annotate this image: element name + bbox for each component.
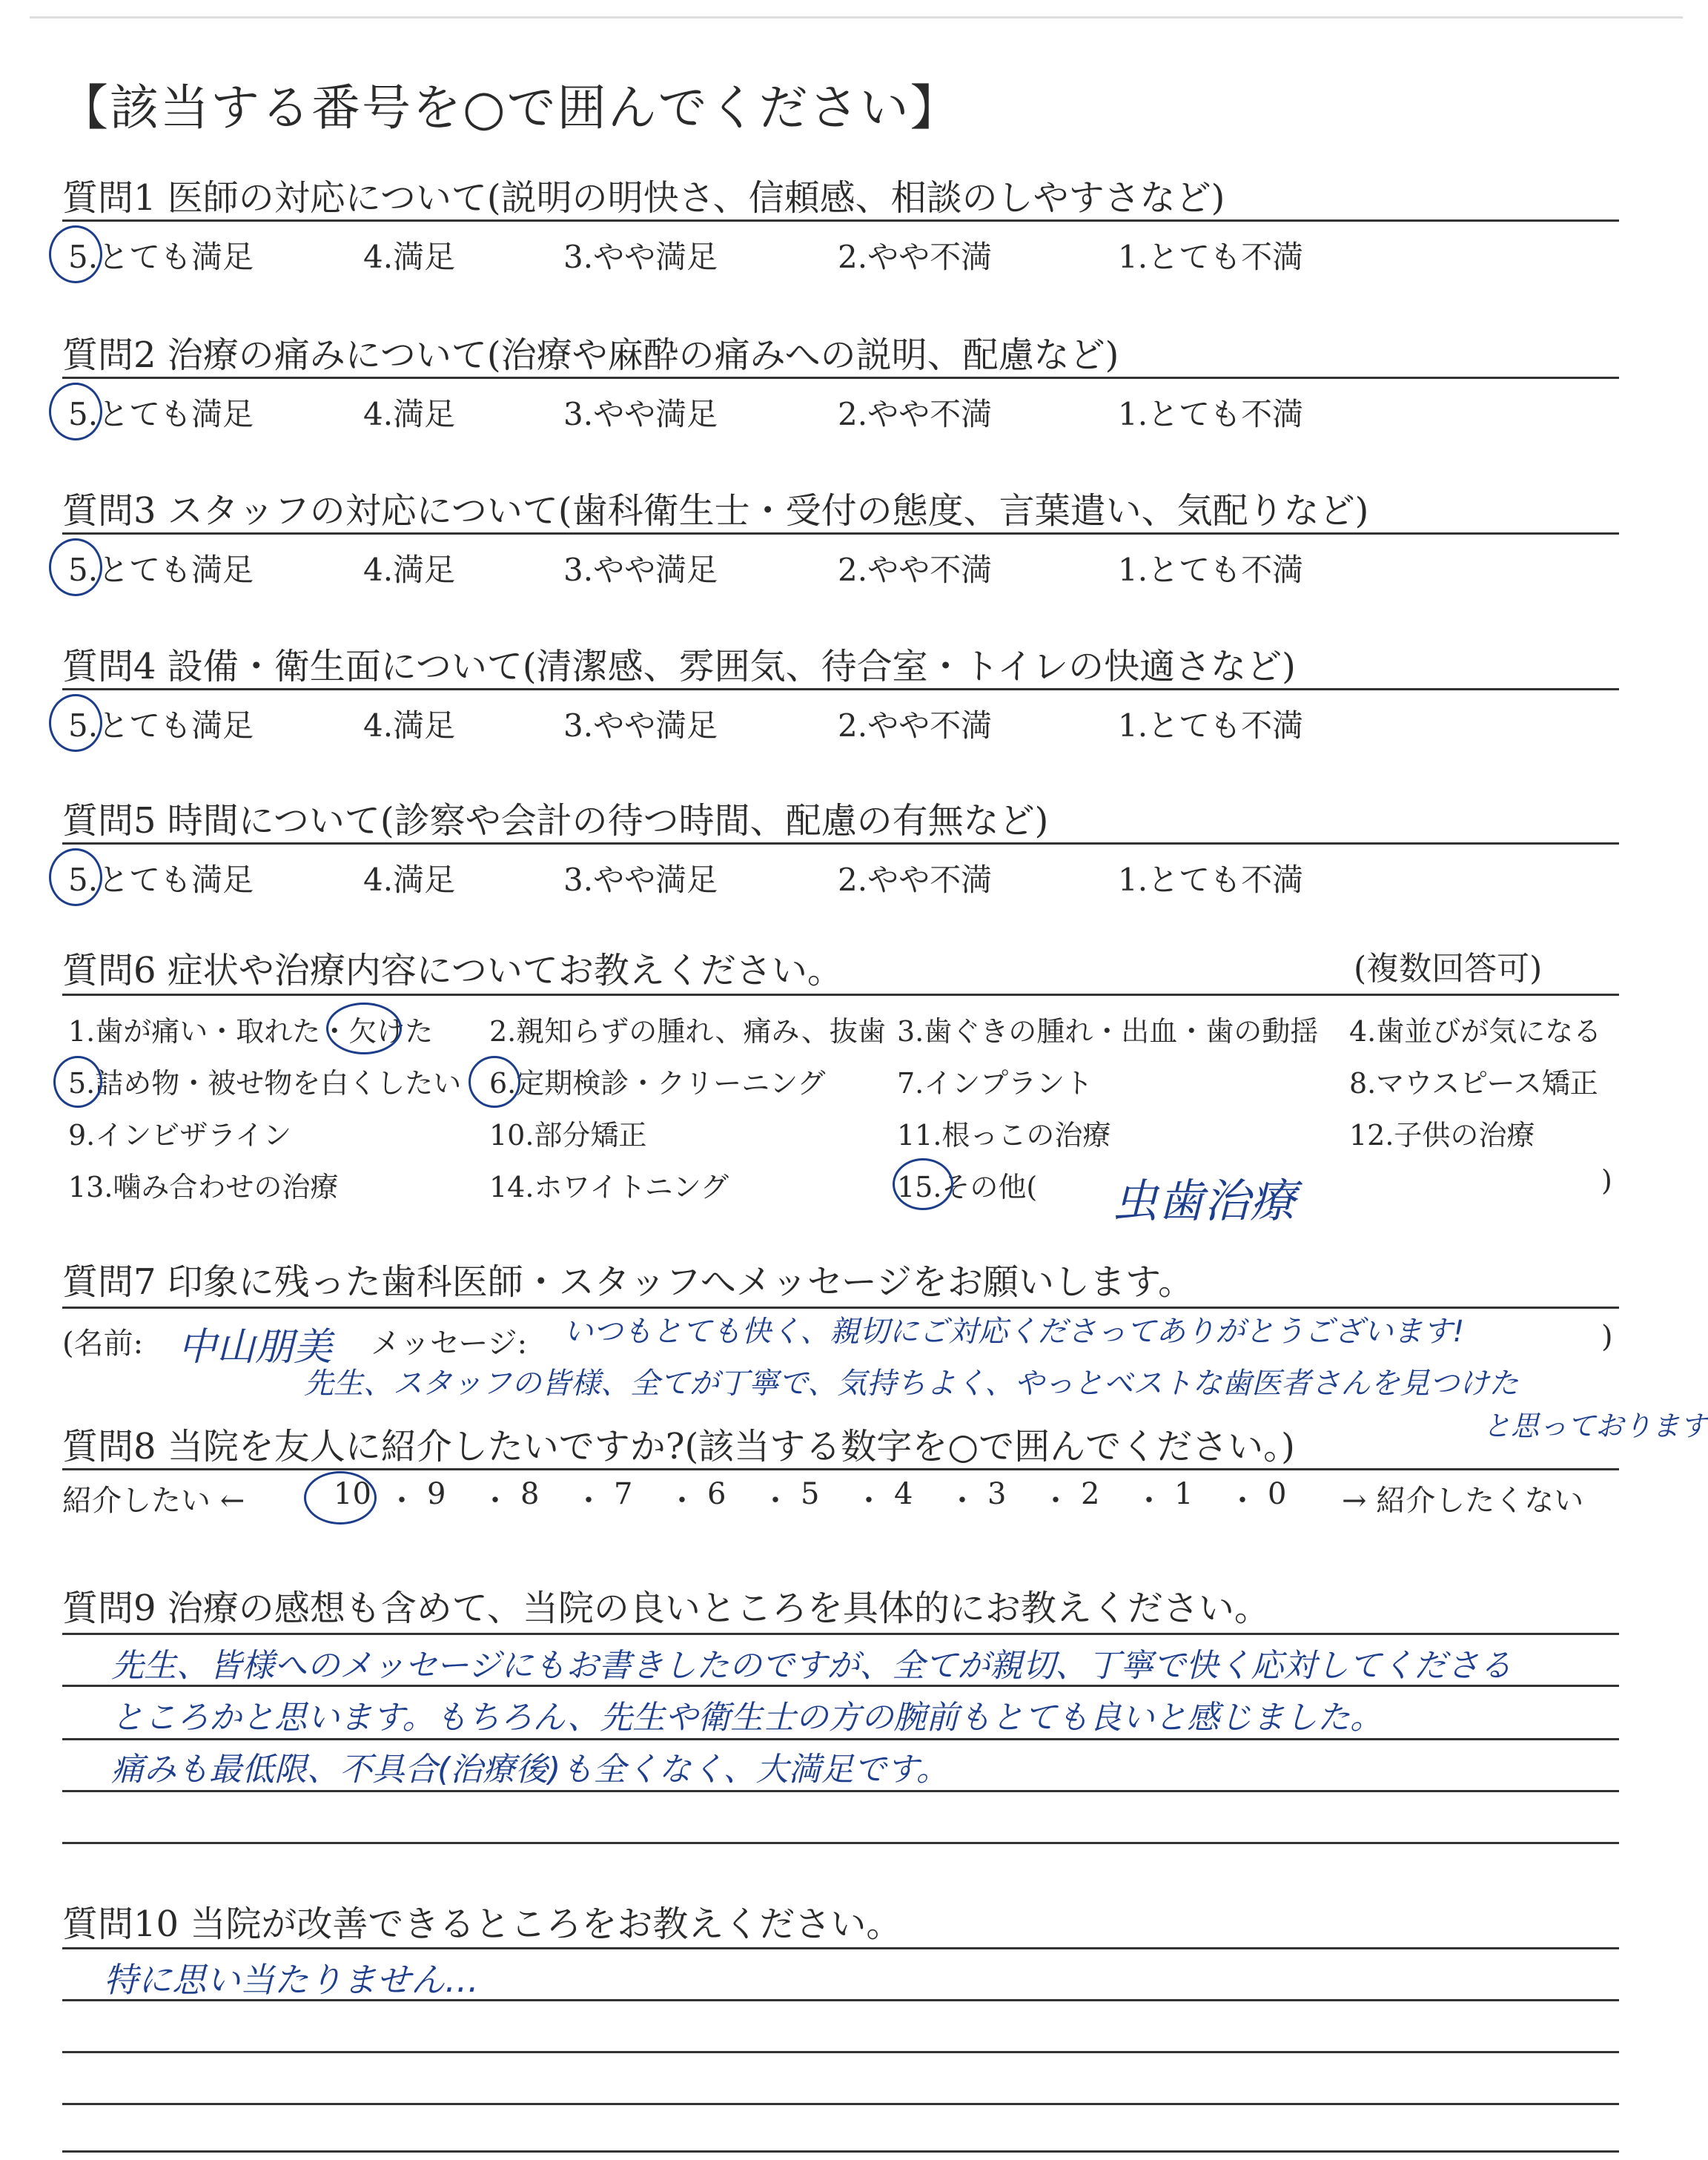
q1-title: 質問1 医師の対応について(説明の明快さ、信頼感、相談のしやすさなど) — [62, 177, 1225, 219]
q6-option-6[interactable]: 6.定期検診・クリーニング — [489, 1067, 826, 1100]
q4-option-1[interactable]: 1.とても不満 — [1118, 707, 1304, 744]
q8-scale-1[interactable]: 1 — [1174, 1477, 1194, 1511]
q2-option-5[interactable]: 5.とても満足 — [68, 396, 254, 432]
q3-option-2[interactable]: 2.やや不満 — [838, 552, 993, 588]
q6-other-close-paren: ) — [1601, 1164, 1612, 1197]
q8-scale-dot: ・ — [480, 1484, 510, 1518]
q8-scale-dot: ・ — [1041, 1484, 1070, 1518]
q2-option-4[interactable]: 4.満足 — [363, 396, 456, 432]
q8-scale-10[interactable]: 10 — [334, 1477, 371, 1511]
top-edge-line — [30, 16, 1683, 19]
q7-close-paren: ) — [1601, 1320, 1613, 1354]
q6-rule — [62, 994, 1619, 996]
q9-rule-4 — [62, 1790, 1619, 1792]
q4-option-5[interactable]: 5.とても満足 — [68, 707, 254, 744]
q8-left-label: 紹介したい ← — [62, 1484, 245, 1518]
q6-option-1[interactable]: 1.歯が痛い・取れた・欠けた — [68, 1015, 434, 1048]
q1-option-2[interactable]: 2.やや不満 — [838, 239, 993, 275]
q8-scale-2[interactable]: 2 — [1081, 1477, 1100, 1511]
q8-selected-circle — [304, 1471, 377, 1525]
q3-option-4[interactable]: 4.満足 — [363, 552, 456, 588]
q5-option-2[interactable]: 2.やや不満 — [838, 862, 993, 898]
q9-rule-3 — [62, 1738, 1619, 1740]
q9-answer-line-3: 痛みも最低限、不具合(治療後)も全くなく、大満足です。 — [111, 1751, 949, 1789]
q6-option-13[interactable]: 13.噛み合わせの治療 — [68, 1171, 339, 1203]
q8-scale-9[interactable]: 9 — [427, 1477, 446, 1511]
page-heading: 【該当する番号を○で囲んでください】 — [59, 79, 961, 136]
q6-note: (複数回答可) — [1354, 950, 1543, 988]
q6-option-3[interactable]: 3.歯ぐきの腫れ・出血・歯の動揺 — [897, 1015, 1319, 1048]
q6-circle-5 — [53, 1056, 102, 1108]
q10-rule-3 — [62, 2051, 1619, 2053]
q8-scale-dot: ・ — [667, 1484, 697, 1518]
q4-option-4[interactable]: 4.満足 — [363, 707, 456, 744]
q8-scale-7[interactable]: 7 — [614, 1477, 633, 1511]
q2-rule — [62, 377, 1619, 379]
q8-scale-dot: ・ — [761, 1484, 790, 1518]
q5-selected-circle — [49, 848, 102, 906]
q5-option-4[interactable]: 4.満足 — [363, 862, 456, 898]
q8-rule — [62, 1468, 1619, 1470]
q9-rule-5 — [62, 1842, 1619, 1844]
q6-option-15[interactable]: 15.その他( — [897, 1171, 1038, 1203]
q8-title: 質問8 当院を友人に紹介したいですか?(該当する数字を○で囲んでください。) — [62, 1426, 1295, 1467]
q9-title: 質問9 治療の感想も含めて、当院の良いところを具体的にお教えください。 — [62, 1588, 1270, 1629]
q6-option-4[interactable]: 4.歯並びが気になる — [1349, 1015, 1602, 1048]
q7-message-line-1: いつもとても快く、親切にご対応くださってありがとうございます! — [563, 1315, 1465, 1349]
q5-option-1[interactable]: 1.とても不満 — [1118, 862, 1304, 898]
q4-option-2[interactable]: 2.やや不満 — [838, 707, 993, 744]
q2-option-2[interactable]: 2.やや不満 — [838, 396, 993, 432]
q7-message-line-3: と思っております — [1483, 1410, 1708, 1442]
q4-selected-circle — [49, 694, 102, 752]
q6-option-14[interactable]: 14.ホワイトニング — [489, 1171, 729, 1203]
q8-scale-4[interactable]: 4 — [894, 1477, 913, 1511]
q8-scale-5[interactable]: 5 — [801, 1477, 820, 1511]
q8-scale-0[interactable]: 0 — [1268, 1477, 1287, 1511]
q7-name-value: 中山朋美 — [178, 1325, 333, 1370]
q10-rule-5 — [62, 2150, 1619, 2153]
q10-answer-line-1: 特に思い当たりません… — [104, 1960, 479, 2000]
q3-rule — [62, 532, 1619, 535]
q5-option-5[interactable]: 5.とても満足 — [68, 862, 254, 898]
q6-option-12[interactable]: 12.子供の治療 — [1349, 1119, 1535, 1152]
q6-option-2[interactable]: 2.親知らずの腫れ、痛み、抜歯 — [489, 1015, 886, 1048]
q3-title: 質問3 スタッフの対応について(歯科衛生士・受付の態度、言葉遣い、気配りなど) — [62, 490, 1369, 532]
q6-circle-1 — [326, 1003, 402, 1054]
q6-option-11[interactable]: 11.根っこの治療 — [897, 1119, 1111, 1152]
q6-title: 質問6 症状や治療内容についてお教えください。 — [62, 950, 843, 991]
q4-rule — [62, 688, 1619, 690]
q5-rule — [62, 842, 1619, 845]
q4-option-3[interactable]: 3.やや満足 — [563, 707, 718, 744]
q8-scale-dot: ・ — [574, 1484, 603, 1518]
q8-scale-dot: ・ — [1228, 1484, 1257, 1518]
q3-selected-circle — [49, 538, 102, 596]
q6-option-10[interactable]: 10.部分矯正 — [489, 1119, 647, 1152]
q3-option-3[interactable]: 3.やや満足 — [563, 552, 718, 588]
q5-option-3[interactable]: 3.やや満足 — [563, 862, 718, 898]
q3-option-1[interactable]: 1.とても不満 — [1118, 552, 1304, 588]
q2-option-1[interactable]: 1.とても不満 — [1118, 396, 1304, 432]
q8-scale-dot: ・ — [854, 1484, 884, 1518]
q6-circle-15 — [893, 1158, 953, 1210]
q3-option-5[interactable]: 5.とても満足 — [68, 552, 254, 588]
q10-title: 質問10 当院が改善できるところをお教えください。 — [62, 1903, 902, 1945]
q9-answer-line-2: ところかと思います。もちろん、先生や衛生士の方の腕前もとても良いと感じました。 — [111, 1699, 1383, 1737]
q8-scale-6[interactable]: 6 — [707, 1477, 726, 1511]
q8-scale-dot: ・ — [387, 1484, 417, 1518]
q5-title: 質問5 時間について(診察や会計の待つ時間、配慮の有無など) — [62, 800, 1049, 842]
q1-option-4[interactable]: 4.満足 — [363, 239, 456, 275]
q8-scale-3[interactable]: 3 — [987, 1477, 1007, 1511]
q1-selected-circle — [49, 225, 102, 283]
q6-option-7[interactable]: 7.インプラント — [897, 1067, 1093, 1100]
q8-scale-dot: ・ — [947, 1484, 977, 1518]
q7-message-line-2: 先生、スタッフの皆様、全てが丁寧で、気持ちよく、やっとベストな歯医者さんを見つけた — [304, 1367, 1519, 1401]
q8-scale-dot: ・ — [1134, 1484, 1164, 1518]
q1-option-3[interactable]: 3.やや満足 — [563, 239, 718, 275]
q9-answer-line-1: 先生、皆様へのメッセージにもお書きしたのですが、全てが親切、丁寧で快く応対してくださる — [111, 1647, 1512, 1685]
q7-name-label: (名前: — [62, 1327, 144, 1361]
q2-selected-circle — [49, 383, 102, 440]
q2-title: 質問2 治療の痛みについて(治療や麻酔の痛みへの説明、配慮など) — [62, 334, 1119, 376]
q6-option-8[interactable]: 8.マウスピース矯正 — [1349, 1067, 1598, 1100]
q7-message-label: メッセージ: — [371, 1327, 528, 1361]
q1-rule — [62, 219, 1619, 222]
q6-option-5[interactable]: 5.詰め物・被せ物を白くしたい — [68, 1067, 462, 1100]
q8-scale-8[interactable]: 8 — [520, 1477, 540, 1511]
q8-right-label: → 紹介したくない — [1342, 1484, 1584, 1518]
q1-option-1[interactable]: 1.とても不満 — [1118, 239, 1304, 275]
q6-circle-6 — [469, 1056, 520, 1108]
q1-option-5[interactable]: 5.とても満足 — [68, 239, 254, 275]
q10-rule-1 — [62, 1947, 1619, 1949]
q6-other-answer: 虫歯治療 — [1112, 1174, 1297, 1228]
q9-rule-1 — [62, 1633, 1619, 1635]
q4-title: 質問4 設備・衛生面について(清潔感、雰囲気、待合室・トイレの快適さなど) — [62, 646, 1296, 687]
q6-option-9[interactable]: 9.インビザライン — [68, 1119, 292, 1152]
q10-rule-4 — [62, 2103, 1619, 2105]
q7-title: 質問7 印象に残った歯科医師・スタッフへメッセージをお願いします。 — [62, 1261, 1194, 1303]
q2-option-3[interactable]: 3.やや満足 — [563, 396, 718, 432]
